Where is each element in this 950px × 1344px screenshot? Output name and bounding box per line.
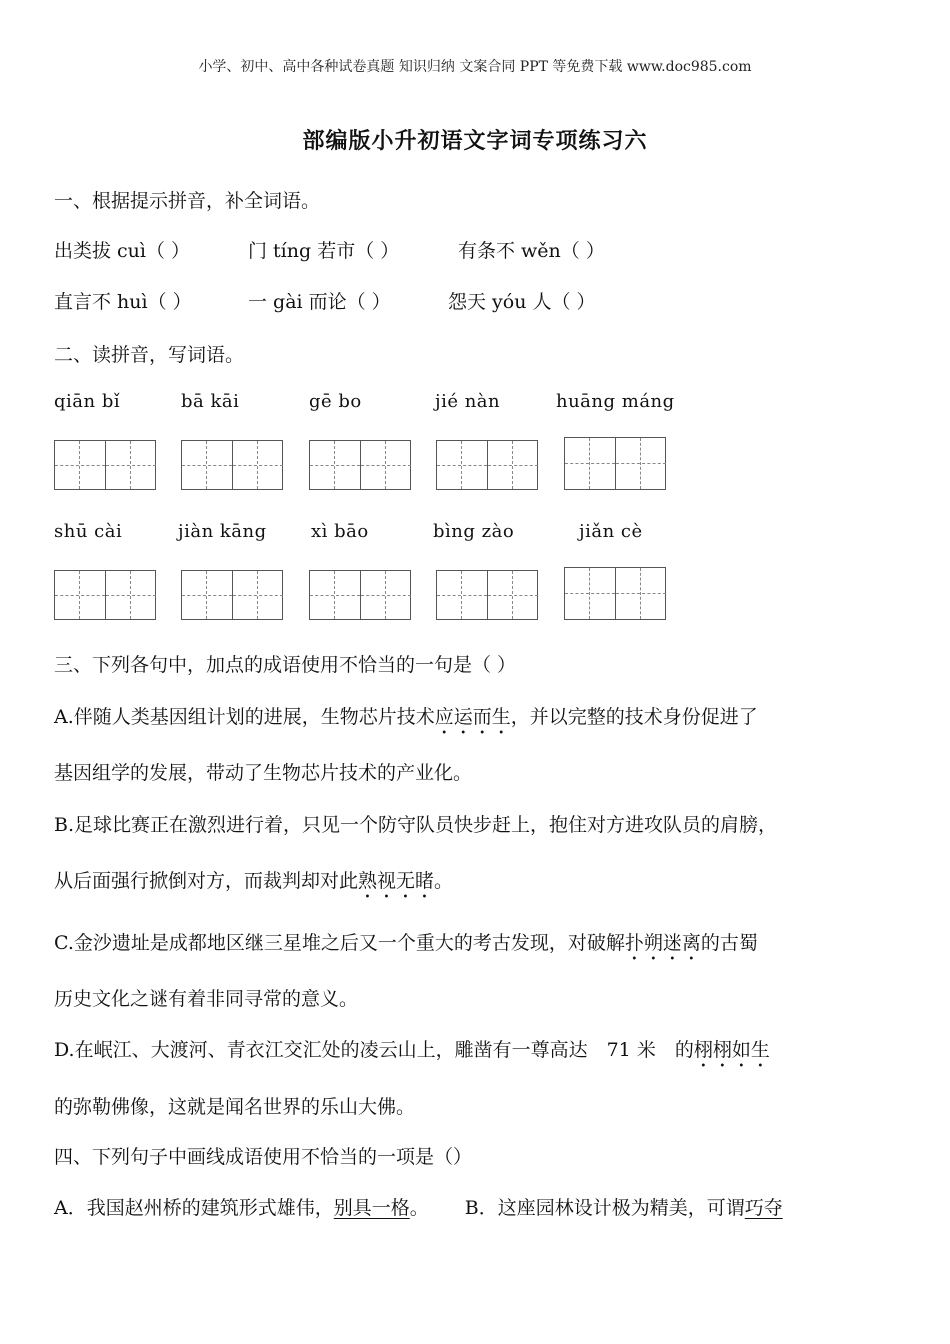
option-text: A．我国赵州桥的建筑形式雄伟， <box>54 1197 334 1219</box>
option-d-line2: 的弥勒佛像，这就是闻名世界的乐山大佛。 <box>54 1096 416 1118</box>
option-a-line1 <box>54 702 758 739</box>
writing-cell[interactable] <box>361 441 411 489</box>
writing-cell[interactable] <box>616 568 666 619</box>
option-c-line2: 历史文化之谜有着非同寻常的意义。 <box>54 988 359 1010</box>
writing-cell[interactable] <box>616 438 666 489</box>
fill-item: 出类拔 cuì（ ） <box>54 240 191 262</box>
option-b-line2 <box>54 866 453 903</box>
dotted-idiom: 栩栩如生 <box>693 1039 770 1061</box>
writing-cell[interactable] <box>565 568 616 619</box>
option-d-line1 <box>54 1035 770 1072</box>
writing-cell[interactable] <box>182 571 233 619</box>
writing-cell[interactable] <box>437 571 488 619</box>
section4-heading: 四、下列句子中画线成语使用不恰当的一项是（） <box>54 1146 473 1168</box>
pinyin-label: bìng zào <box>433 521 515 542</box>
writing-cell[interactable] <box>182 441 233 489</box>
pinyin-label: bā kāi <box>181 391 240 412</box>
writing-cell[interactable] <box>106 441 156 489</box>
option-text: ，并以完整的技术身份促进了 <box>510 706 758 728</box>
writing-box[interactable] <box>564 567 666 620</box>
writing-box[interactable] <box>181 570 283 620</box>
section4-options <box>54 1193 783 1220</box>
writing-box[interactable] <box>54 440 156 490</box>
section3-heading: 三、下列各句中，加点的成语使用不恰当的一句是（ ） <box>54 654 517 676</box>
writing-cell[interactable] <box>565 438 616 489</box>
pinyin-label: shū cài <box>54 521 123 542</box>
writing-cell[interactable] <box>233 571 283 619</box>
writing-cell[interactable] <box>488 441 538 489</box>
writing-box[interactable] <box>309 570 411 620</box>
writing-box[interactable] <box>181 440 283 490</box>
writing-cell[interactable] <box>488 571 538 619</box>
underlined-idiom: 巧夺 <box>744 1197 783 1219</box>
pinyin-label: jié nàn <box>435 391 501 412</box>
option-text: 。 <box>434 870 454 892</box>
pinyin-label: jiàn kāng <box>178 521 267 542</box>
site-header: 小学、初中、高中各种试卷真题 知识归纳 文案合同 PPT 等免费下载 www.doc985.com <box>198 59 752 75</box>
option-text: D.在岷江、大渡河、青衣江交汇处的凌云山上，雕凿有一尊高达 71 米 的 <box>54 1039 694 1061</box>
section1-heading: 一、根据提示拼音，补全词语。 <box>54 190 321 212</box>
writing-box[interactable] <box>564 437 666 490</box>
writing-box[interactable] <box>309 440 411 490</box>
option-text: 的古蜀 <box>700 932 758 954</box>
writing-cell[interactable] <box>310 441 361 489</box>
option-text: 从后面强行掀倒对方，而裁判却对此 <box>54 870 359 892</box>
fill-item: 一 gài 而论（ ） <box>248 291 391 313</box>
writing-cell[interactable] <box>55 571 106 619</box>
pinyin-label: xì bāo <box>311 521 369 542</box>
fill-item: 有条不 wěn（ ） <box>458 240 605 262</box>
fill-item: 门 tíng 若市（ ） <box>248 240 400 262</box>
pinyin-label: huāng máng <box>556 391 675 412</box>
dotted-idiom: 扑朔迷离 <box>624 932 701 954</box>
writing-cell[interactable] <box>55 441 106 489</box>
option-text: C.金沙遗址是成都地区继三星堆之后又一个重大的考古发现，对破解 <box>54 932 625 954</box>
writing-cell[interactable] <box>233 441 283 489</box>
fill-item: 怨天 yóu 人（ ） <box>448 291 596 313</box>
writing-box[interactable] <box>54 570 156 620</box>
pinyin-label: qiān bǐ <box>54 391 121 412</box>
option-text: 。 <box>409 1197 429 1219</box>
option-b-line1: B.足球比赛正在激烈进行着，只见一个防守队员快步赶上，抱住对方进攻队员的肩膀， <box>54 814 778 836</box>
option-text: A.伴随人类基因组计划的进展，生物芯片技术 <box>54 706 435 728</box>
option-c-line1 <box>54 928 758 965</box>
writing-cell[interactable] <box>437 441 488 489</box>
pinyin-label: jiǎn cè <box>579 521 643 542</box>
writing-cell[interactable] <box>106 571 156 619</box>
writing-cell[interactable] <box>310 571 361 619</box>
writing-box[interactable] <box>436 440 538 490</box>
pinyin-label: gē bo <box>309 391 362 412</box>
writing-cell[interactable] <box>361 571 411 619</box>
dotted-idiom: 应运而生 <box>434 706 511 728</box>
page-title: 部编版小升初语文字词专项练习六 <box>302 128 648 154</box>
underlined-idiom: 别具一格 <box>333 1197 410 1219</box>
section2-heading: 二、读拼音，写词语。 <box>54 344 245 366</box>
dotted-idiom: 熟视无睹 <box>358 870 435 892</box>
option-text: B．这座园林设计极为精美，可谓 <box>464 1197 745 1219</box>
fill-item: 直言不 huì（ ） <box>54 291 192 313</box>
option-a-line2: 基因组学的发展，带动了生物芯片技术的产业化。 <box>54 762 473 784</box>
writing-box[interactable] <box>436 570 538 620</box>
